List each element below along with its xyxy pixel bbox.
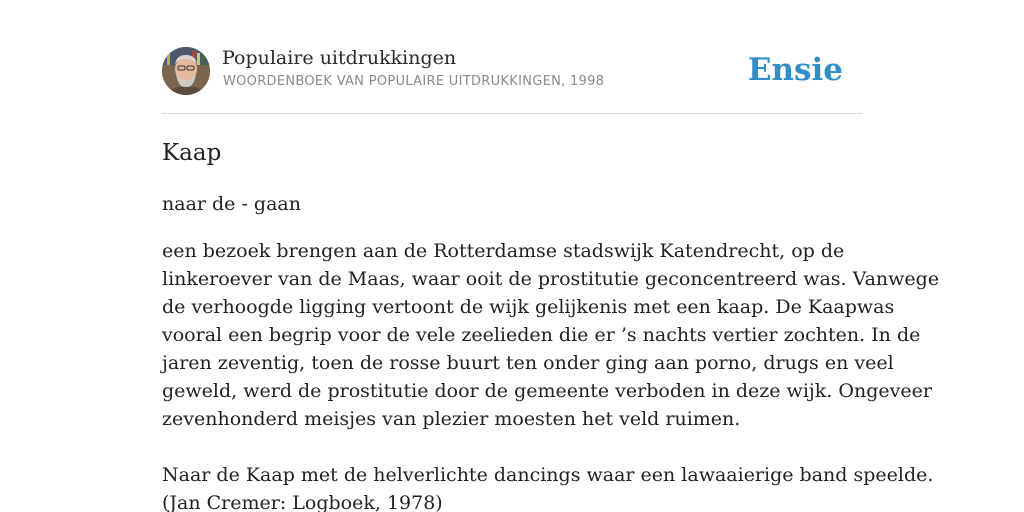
definition-line: geweld, werd de prostitutie door de gemeente verboden in deze wijk. Ongeveer [162, 380, 932, 402]
definition-line: vooral een begrip voor de vele zeelieden die er ’s nachts vertier zochten. In de [162, 324, 921, 346]
author-portrait-icon [162, 47, 210, 95]
source-subtitle: WOORDENBOEK VAN POPULAIRE UITDRUKKINGEN, 1998 [223, 74, 605, 89]
paragraph-spacer [162, 433, 862, 461]
entry-body [162, 237, 940, 512]
source-header [162, 46, 862, 114]
definition-line: linkeroever van de Maas, waar ooit de prostitutie geconcentreerd was. Vanwege [162, 268, 940, 290]
source-title[interactable]: Populaire uitdrukkingen [222, 47, 457, 69]
entry-subentry: naar de - gaan [162, 193, 301, 215]
ensie-logo[interactable]: Ensie [747, 52, 843, 88]
definition-line: de verhoogde ligging vertoont de wijk gelijkenis met een kaap. De Kaapwas [162, 296, 895, 318]
definition-line: jaren zeventig, toen de rosse buurt ten onder ging aan porno, drugs en veel [162, 352, 894, 374]
author-avatar[interactable] [162, 47, 210, 95]
definition-line: zevenhonderd meisjes van plezier moesten het veld ruimen. [162, 408, 741, 430]
quote-line: Naar de Kaap met de helverlichte dancings waar een lawaaierige band speelde. [162, 464, 934, 486]
quote-citation: (Jan Cremer: Logboek, 1978) [162, 492, 443, 512]
definition-line: een bezoek brengen aan de Rotterdamse stadswijk Katendrecht, op de [162, 240, 845, 262]
entry-title: Kaap [162, 140, 222, 166]
